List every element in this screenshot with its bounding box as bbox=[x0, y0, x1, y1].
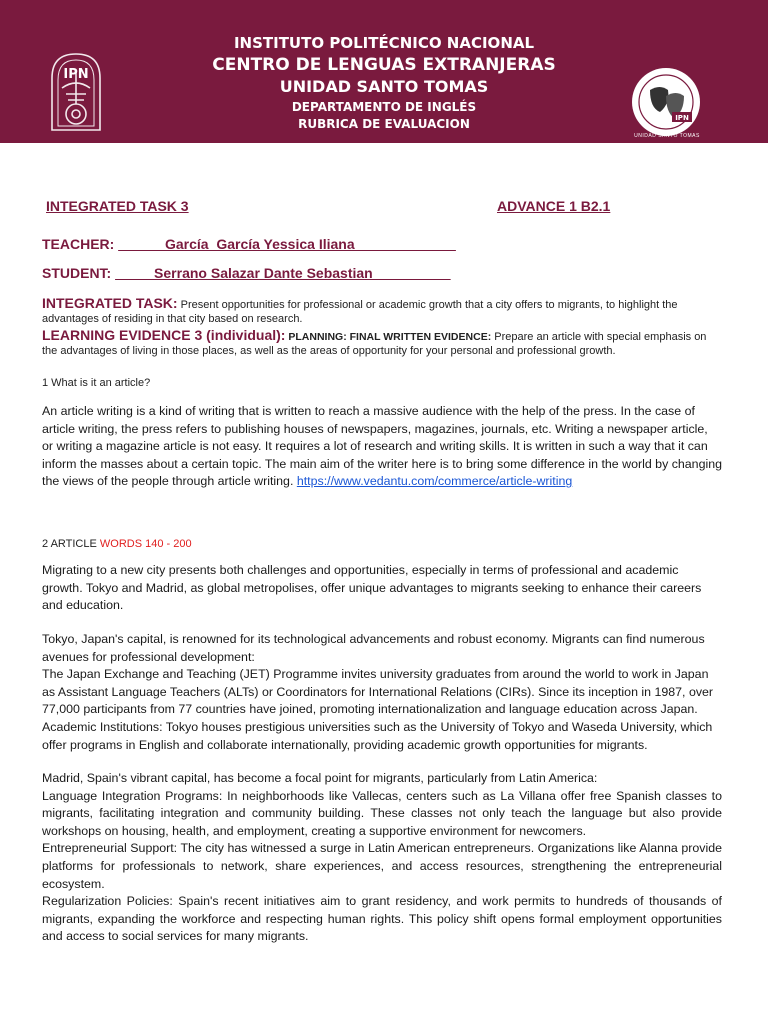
unit-name: UNIDAD SANTO TOMAS bbox=[279, 77, 489, 96]
learning-evidence-block bbox=[42, 328, 722, 358]
madrid-paragraph: Madrid, Spain's vibrant capital, has become a focal point for migrants, particularly from Latin America: bbox=[42, 771, 598, 785]
institution-name: INSTITUTO POLITÉCNICO NACIONAL bbox=[233, 34, 535, 52]
answer-1 bbox=[42, 403, 722, 491]
student-line bbox=[42, 265, 451, 281]
language-programs-paragraph: Language Integration Programs: In neighborhoods like Vallecas, centers such as La Villana offer free Spanish classes to migrants, facilitating integration and community building. These classes not only teach the language but also provide workshops on housing, health, and employment, creating a supportive environment for newcomers. bbox=[42, 788, 722, 838]
rubric-title: RÚBRICA DE EVALUACIÓN bbox=[298, 118, 470, 128]
regularization-paragraph: Regularization Policies: Spain's recent initiatives aim to grant residency, and work permits to hundreds of thousands of migrants, expanding the workforce and respecting human rights. This policy shift opens formal employment opportunities and access to social services for many migrants. bbox=[42, 894, 722, 944]
integrated-task-text: Present opportunities for professional or academic growth that a city offers to migrants, to highlight the advantages of residing in that city based on research. bbox=[42, 299, 678, 325]
answer-1-text: An article writing is a kind of writing that is written to reach a massive audience with the help of the press. In the case of article writing, the press refers to publishing houses of newspapers, magazines, journals, etc. Writing a newspaper article, or writing a magazine article is not easy. It requires a lot of research and writing skills. It is written in such a way that it can inform the masses about a certain topic. The main aim of the writer here is to bring some difference in the world by changing the views of the people through article writing. bbox=[42, 404, 722, 489]
tokyo-paragraph: Tokyo, Japan's capital, is renowned for its technological advancements and robust economy. Migrants can find numerous avenues for professional development: bbox=[42, 632, 705, 664]
integrated-task-block bbox=[42, 296, 722, 326]
level-title: ADVANCE 1 B2.1 bbox=[497, 198, 611, 214]
learning-evidence-label: LEARNING EVIDENCE 3 (individual): bbox=[42, 327, 286, 343]
teacher-line bbox=[42, 236, 456, 252]
svg-text:IPN: IPN bbox=[63, 67, 89, 82]
article-tokyo-section bbox=[42, 631, 722, 754]
teacher-label: TEACHER: bbox=[42, 236, 115, 252]
jet-paragraph: The Japan Exchange and Teaching (JET) Programme invites university graduates from around the world to work in Japan as Assistant Language Teachers (ALTs) or Coordinators for International Relations (CIRs). Since its inception in 1987, over 77,000 participants from 77 countries have joined, promoting internationalization and language education across Japan. bbox=[42, 667, 714, 717]
department-name: DEPARTAMENTO DE INGLÉS bbox=[291, 100, 477, 114]
center-name: CENTRO DE LENGUAS EXTRANJERAS bbox=[212, 55, 556, 75]
question-1: 1 What is it an article? bbox=[42, 377, 151, 389]
article-label: 2 ARTICLE bbox=[42, 538, 100, 550]
academic-paragraph: Academic Institutions: Tokyo houses prestigious universities such as the University of Tokyo and Waseda University, which offer programs in English and collaborate internationally, providing academic growth opportunities for migrants. bbox=[42, 719, 713, 752]
logo-caption: UNIDAD SANTO TOMAS bbox=[634, 133, 700, 139]
svg-text:IPN: IPN bbox=[675, 114, 689, 122]
article-intro: Migrating to a new city presents both challenges and opportunities, especially in terms of professional and academic growth. Tokyo and Madrid, as global metropolises, offer unique advantages to migrants seeking to enhance their careers and education. bbox=[42, 563, 702, 613]
planning-label: PLANNING: FINAL WRITTEN EVIDENCE: bbox=[285, 331, 492, 343]
word-count-range: WORDS 140 - 200 bbox=[99, 538, 192, 550]
teacher-value: ______García_García Yessica Iliana_____________ bbox=[118, 236, 456, 252]
student-value: _____Serrano Salazar Dante Sebastian__________ bbox=[115, 265, 451, 281]
integrated-task-label: INTEGRATED TASK: bbox=[42, 295, 178, 311]
learning-evidence-text: Prepare an article with special emphasis on the advantages of living in those places, as well as the areas of opportunity for your personal and professional growth. bbox=[42, 331, 707, 357]
article-madrid-section bbox=[42, 770, 722, 946]
integrated-task-title: INTEGRATED TASK 3 bbox=[46, 198, 189, 214]
source-link[interactable]: https://www.vedantu.com/commerce/article-writing bbox=[296, 474, 573, 489]
entrepreneurial-paragraph: Entrepreneurial Support: The city has witnessed a surge in Latin American entrepreneurs. Organizations like Alanna provide platforms for professionals to network, share experiences, and access resources, strengthening the entrepreneurial ecosystem. bbox=[42, 841, 722, 891]
student-label: STUDENT: bbox=[42, 265, 112, 281]
question-2 bbox=[42, 537, 722, 551]
document-header bbox=[0, 0, 768, 143]
